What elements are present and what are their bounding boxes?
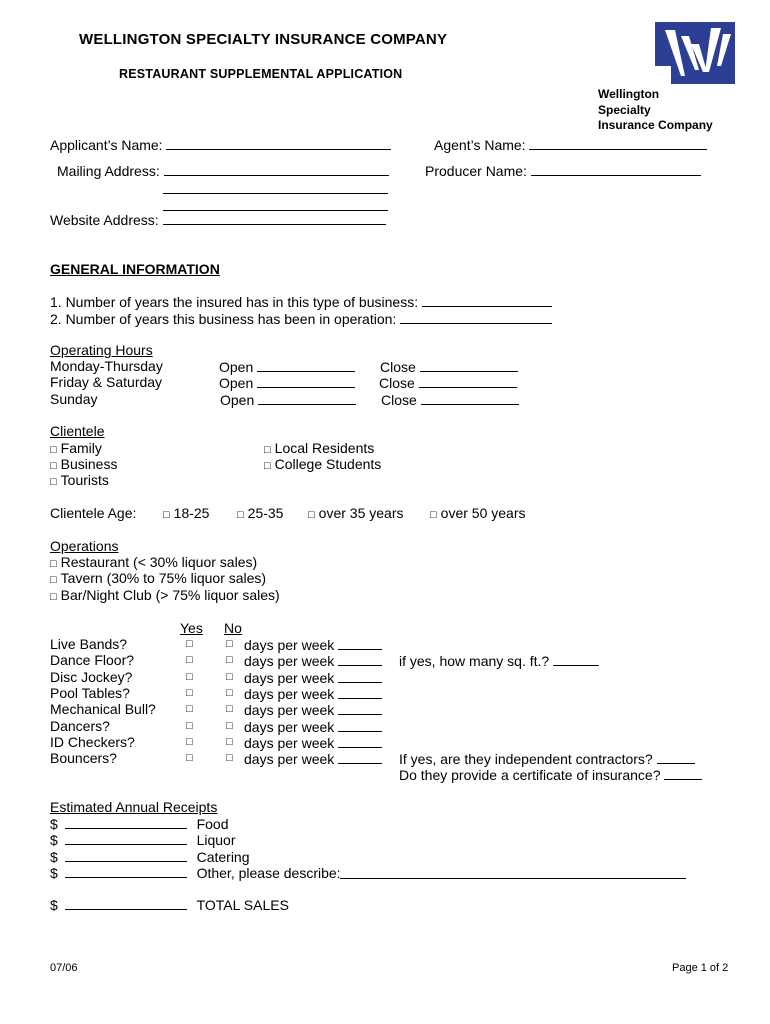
checkbox-icon: □ [50, 574, 57, 586]
entertainment-row-label: ID Checkers? [50, 734, 135, 750]
hours-row-label: Sunday [50, 391, 98, 407]
days-per-week-label: days per week [244, 751, 335, 767]
company-name: WELLINGTON SPECIALTY INSURANCE COMPANY [79, 31, 448, 48]
no-checkbox[interactable]: □ [226, 752, 233, 764]
website-address-field[interactable] [50, 211, 386, 228]
receipt-amount-line[interactable] [65, 864, 187, 878]
open-time-field[interactable] [219, 374, 355, 391]
checkbox-icon: □ [237, 509, 244, 521]
checkbox-label: Bar/Night Club (> 75% liquor sales) [60, 587, 280, 603]
yes-checkbox[interactable]: □ [186, 671, 193, 683]
producer-name-field[interactable] [425, 162, 701, 179]
general-info-heading: GENERAL INFORMATION [50, 261, 220, 277]
receipt-amount-line[interactable] [65, 848, 187, 862]
wellington-logo-icon [655, 22, 735, 84]
age-18-25-checkbox[interactable] [163, 505, 209, 523]
mailing-address-label: Mailing Address: [57, 163, 160, 179]
receipt-amount-line[interactable] [65, 815, 187, 829]
certificate-of-insurance-field[interactable] [399, 766, 702, 783]
no-checkbox[interactable]: □ [226, 638, 233, 650]
currency-symbol: $ [50, 897, 58, 913]
open-label: Open [220, 392, 255, 408]
independent-contractors-label: If yes, are they independent contractors? [399, 751, 653, 767]
receipt-row[interactable] [50, 864, 341, 881]
producer-name-label: Producer Name: [425, 163, 527, 179]
yes-checkbox[interactable]: □ [186, 720, 193, 732]
entertainment-row-label: Pool Tables? [50, 685, 130, 701]
days-per-week-label: days per week [244, 637, 335, 653]
yes-checkbox[interactable]: □ [186, 687, 193, 699]
no-column-header: No [224, 620, 242, 636]
checkbox-label: 18-25 [173, 505, 210, 521]
receipt-category-label: Liquor [196, 832, 236, 848]
other-describe-line[interactable] [340, 878, 686, 879]
close-time-field[interactable] [379, 374, 517, 391]
entertainment-row-label: Live Bands? [50, 636, 128, 652]
operating-hours-heading: Operating Hours [50, 342, 153, 358]
receipt-category-label: Other, please describe: [196, 865, 341, 881]
logo-line-2: Specialty [598, 103, 651, 117]
operations-bar-checkbox[interactable] [50, 587, 280, 605]
days-per-week-label: days per week [244, 686, 335, 702]
no-checkbox[interactable]: □ [226, 671, 233, 683]
form-date: 07/06 [50, 962, 78, 974]
mailing-address-line-2[interactable] [163, 193, 388, 194]
checkbox-icon: □ [430, 509, 437, 521]
independent-contractors-field[interactable] [399, 750, 695, 767]
operations-tavern-checkbox[interactable] [50, 570, 266, 588]
close-label: Close [381, 392, 417, 408]
checkbox-icon: □ [50, 444, 57, 456]
checkbox-label: Restaurant (< 30% liquor sales) [60, 554, 258, 570]
days-per-week-label: days per week [244, 653, 335, 669]
years-in-business-field[interactable] [50, 293, 552, 310]
currency-symbol: $ [50, 832, 58, 848]
yes-checkbox[interactable]: □ [186, 752, 193, 764]
yes-checkbox[interactable]: □ [186, 736, 193, 748]
hours-row-label: Monday-Thursday [50, 358, 163, 374]
checkbox-icon: □ [308, 509, 315, 521]
logo-line-1: Wellington [598, 87, 660, 101]
yes-checkbox[interactable]: □ [186, 703, 193, 715]
checkbox-icon: □ [163, 509, 170, 521]
receipts-heading: Estimated Annual Receipts [50, 799, 218, 815]
receipt-row[interactable] [50, 815, 229, 832]
clientele-age-label: Clientele Age: [50, 505, 137, 521]
checkbox-label: Family [60, 440, 102, 456]
days-per-week-field[interactable] [244, 718, 382, 735]
dance-floor-sqft-label: if yes, how many sq. ft.? [399, 653, 550, 669]
applicant-name-field[interactable] [50, 136, 391, 153]
years-in-operation-field[interactable] [50, 310, 552, 327]
no-checkbox[interactable]: □ [226, 654, 233, 666]
open-label: Open [219, 359, 254, 375]
logo-line-3: Insurance Company [598, 118, 713, 132]
website-address-label: Website Address: [50, 212, 159, 228]
days-per-week-field[interactable] [244, 636, 382, 653]
days-per-week-field[interactable] [244, 669, 382, 686]
agent-name-label: Agent’s Name: [434, 137, 526, 153]
entertainment-row-label: Dance Floor? [50, 652, 135, 668]
checkbox-icon: □ [264, 444, 271, 456]
no-checkbox[interactable]: □ [226, 720, 233, 732]
days-per-week-field[interactable] [244, 701, 382, 718]
dance-floor-sqft-field[interactable] [399, 652, 599, 669]
checkbox-label: College Students [274, 456, 382, 472]
checkbox-label: over 50 years [440, 505, 526, 521]
mailing-address-field[interactable] [57, 162, 389, 179]
checkbox-label: over 35 years [318, 505, 404, 521]
total-sales-label: TOTAL SALES [196, 897, 289, 913]
open-time-field[interactable] [219, 358, 355, 375]
yes-checkbox[interactable]: □ [186, 654, 193, 666]
receipt-category-label: Catering [196, 849, 250, 865]
days-per-week-field[interactable] [244, 685, 382, 702]
open-label: Open [219, 375, 254, 391]
days-per-week-label: days per week [244, 702, 335, 718]
currency-symbol: $ [50, 849, 58, 865]
entertainment-row-label: Mechanical Bull? [50, 701, 156, 717]
applicant-name-label: Applicant’s Name: [50, 137, 163, 153]
open-time-field[interactable] [220, 391, 356, 408]
checkbox-icon: □ [50, 476, 57, 488]
age-over-50-checkbox[interactable] [430, 505, 525, 523]
checkbox-label: Tavern (30% to 75% liquor sales) [60, 570, 267, 586]
certificate-of-insurance-label: Do they provide a certificate of insurance? [399, 767, 661, 783]
form-title: RESTAURANT SUPPLEMENTAL APPLICATION [119, 67, 403, 81]
clientele-tourists-checkbox[interactable] [50, 472, 109, 490]
days-per-week-field[interactable] [244, 750, 382, 767]
receipt-category-label: Food [196, 816, 229, 832]
checkbox-icon: □ [50, 460, 57, 472]
close-time-field[interactable] [380, 358, 518, 375]
page-number: Page 1 of 2 [672, 962, 729, 974]
clientele-heading: Clientele [50, 423, 105, 439]
close-label: Close [379, 375, 415, 391]
entertainment-row-label: Dancers? [50, 718, 110, 734]
no-checkbox[interactable]: □ [226, 736, 233, 748]
age-25-35-checkbox[interactable] [237, 505, 283, 523]
days-per-week-field[interactable] [244, 652, 382, 669]
hours-row-label: Friday & Saturday [50, 374, 163, 390]
checkbox-icon: □ [264, 460, 271, 472]
entertainment-row-label: Bouncers? [50, 750, 117, 766]
receipt-amount-line[interactable] [65, 831, 187, 845]
checkbox-label: 25-35 [247, 505, 284, 521]
agent-name-field[interactable] [434, 136, 707, 153]
receipt-row[interactable] [50, 848, 250, 865]
yes-checkbox[interactable]: □ [186, 638, 193, 650]
no-checkbox[interactable]: □ [226, 703, 233, 715]
years-in-operation-label: 2. Number of years this business has been in operation: [50, 311, 397, 327]
days-per-week-label: days per week [244, 735, 335, 751]
currency-symbol: $ [50, 865, 58, 881]
close-label: Close [380, 359, 416, 375]
operations-heading: Operations [50, 538, 119, 554]
days-per-week-label: days per week [244, 719, 335, 735]
years-in-business-label: 1. Number of years the insured has in this type of business: [50, 294, 419, 310]
days-per-week-label: days per week [244, 670, 335, 686]
checkbox-label: Tourists [60, 472, 109, 488]
entertainment-row-label: Disc Jockey? [50, 669, 133, 685]
checkbox-icon: □ [50, 558, 57, 570]
close-time-field[interactable] [381, 391, 519, 408]
checkbox-label: Local Residents [274, 440, 375, 456]
no-checkbox[interactable]: □ [226, 687, 233, 699]
clientele-college-students-checkbox[interactable] [264, 456, 381, 474]
receipt-row[interactable] [50, 831, 236, 848]
yes-column-header: Yes [180, 620, 203, 636]
days-per-week-field[interactable] [244, 734, 382, 751]
checkbox-label: Business [60, 456, 118, 472]
checkbox-icon: □ [50, 591, 57, 603]
age-over-35-checkbox[interactable] [308, 505, 403, 523]
currency-symbol: $ [50, 816, 58, 832]
total-sales-field[interactable] [50, 896, 289, 913]
